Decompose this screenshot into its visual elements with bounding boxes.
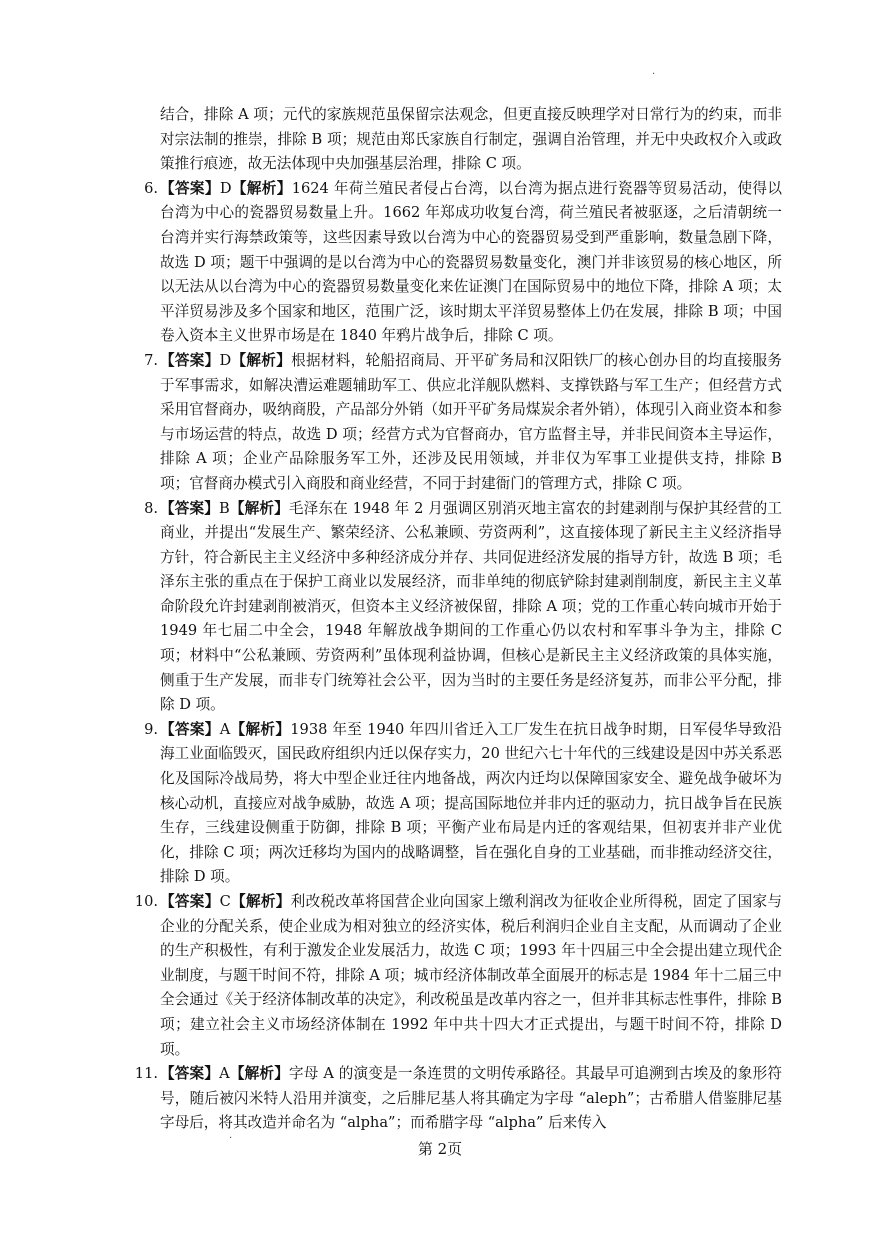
answer-item (122, 1062, 782, 1136)
answer-tag: 【答案】 (160, 720, 220, 738)
analysis-text: 利改税改革将国营企业向国家上缴利润改为征收企业所得税，固定了国家与企业的分配关系，使企业成为相对独立的经济实体，税后利润归企业自主支配，从而调动了企业的生产积极性，有利于激发企业发展活力，故选 C 项；1993 年十四届三中全会提出建立现代企业制度，与题干时间不符，排除 A 项；城市经济体制改革全面展开的标志是 1984 年十二届三中全会通过《关于经济体制改革的决定》，利改税虽是改革内容之一，但并非其标志性事件，排除 B 项；建立社会主义市场经济体制在 1992 年中共十四大才正式提出，与题干时间不符，排除 D 项。 (160, 893, 782, 1058)
answer-letter: D (219, 351, 232, 369)
analysis-text: 1938 年至 1940 年四川省迁入工厂发生在抗日战争时期，日军侵华导致沿海工业面临毁灭，国民政府组织内迁以保存实力，20 世纪六七十年代的三线建设是因中苏关系恶化及国际冷战局势，将大中型企业迁往内地备战，两次内迁均以保障国家安全、避免战争破坏为核心动机，直接应对战争威胁，故选 A 项；提高国际地位并非内迁的驱动力，抗日战争旨在民族生存，三线建设侧重于防御，排除 B 项；平衡产业布局是内迁的客观结果，但初衷并非产业优化，排除 C 项；两次迁移均为国内的战略调整，旨在强化自身的工业基础，而非推动经济交往，排除 D 项。 (160, 720, 782, 886)
page-number-footer: 第 2页 (417, 1140, 463, 1158)
page-top-mark: . (652, 66, 656, 77)
answer-item (122, 177, 782, 349)
answer-letter: B (219, 499, 230, 517)
answer-item (122, 718, 782, 890)
analysis-tag: 【解析】 (231, 179, 292, 197)
analysis-text: 毛泽东在 1948 年 2 月强调区别消灭地主富农的封建剥削与保护其经营的工商业，并提出“发展生产、繁荣经济、公私兼顾、劳资两利”，这直接体现了新民主主义经济指导方针，符合新民主主义经济中多种经济成分并存、共同促进经济发展的指导方针，故选 B 项；毛泽东主张的重点在于保护工商业以发展经济，而非单纯的彻底铲除封建剥削制度，新民主主义革命阶段允许封建剥削被消灭，但资本主义经济被保留，排除 A 项；党的工作重心转向城市开始于 1949 年七届二中全会，1948 年解放战争期间的工作重心仍以农村和军事斗争为主，排除 C 项；材料中“公私兼顾、劳资两利”虽体现利益协调，但核心是新民主主义经济政策的具体实施，侧重于生产发展，而非专门统筹社会公平，因为当时的主要任务是经济复苏，而非公平分配，排除 D 项。 (160, 499, 782, 714)
answer-item-list (122, 177, 782, 1136)
analysis-text: 根据材料，轮船招商局、开平矿务局和汉阳铁厂的核心创办目的均直接服务于军事需求，如解决漕运难题辅助军工、供应北洋舰队燃料、支撑铁路与军工生产；但经营方式采用官督商办，吸纳商股，产品部分外销（如开平矿务局煤炭余者外销），体现引入商业资本和参与市场运营的特点，故选 D 项；经营方式为官督商办，官方监督主导，并非民间资本主导运作，排除 A 项；企业产品除服务军工外，还涉及民用领域，并非仅为军事工业提供支持，排除 B 项；官督商办模式引入商股和商业经营，不同于封建衙门的管理方式，排除 C 项。 (160, 351, 782, 492)
analysis-tag: 【解析】 (230, 893, 291, 910)
analysis-tag: 【解析】 (229, 1065, 289, 1083)
item-number: 9. (144, 720, 158, 738)
item-number: 8. (144, 499, 158, 517)
continuation-paragraph: 结合，排除 A 项；元代的家族规范虽保留宗法观念，但更直接反映理学对日常行为的约束，而非对宗法制的推崇，排除 B 项；规范由郑氏家族自行制定，强调自治管理，并无中央政权介入或政策推行痕迹，故无法体现中央加强基层治理，排除 C 项。 (160, 106, 782, 173)
answer-tag: 【答案】 (160, 351, 220, 369)
page-bottom-mark: . (229, 1130, 233, 1141)
answer-letter: C (219, 893, 231, 910)
item-number: 7. (144, 351, 158, 369)
answer-item (122, 890, 782, 1062)
answer-item (122, 349, 782, 497)
answer-item (122, 497, 782, 718)
analysis-text: 1624 年荷兰殖民者侵占台湾，以台湾为据点进行瓷器等贸易活动，使得以台湾为中心的瓷器贸易数量上升。1662 年郑成功收复台湾，荷兰殖民者被驱逐，之后清朝统一台湾并实行海禁政策等，这些因素导致以台湾为中心的瓷器贸易受到严重影响，数量急剧下降，故选 D 项；题干中强调的是以台湾为中心的瓷器贸易数量变化，澳门并非该贸易的核心地区，所以无法从以台湾为中心的瓷器贸易数量变化来佐证澳门在国际贸易中的地位下降，排除 A 项；太平洋贸易涉及多个国家和地区，范围广泛，该时期太平洋贸易整体上仍在发展，排除 B 项；中国卷入资本主义世界市场是在 1840 年鸦片战争后，排除 C 项。 (160, 179, 782, 345)
answer-tag: 【答案】 (160, 499, 219, 517)
answer-tag: 【答案】 (160, 1065, 220, 1083)
answer-tag: 【答案】 (160, 893, 220, 910)
analysis-text: 字母 A 的演变是一条连贯的文明传承路径。其最早可追溯到古埃及的象形符号，随后被闪米特人沿用并演变，之后腓尼基人将其确定为字母 “aleph”；古希腊人借鉴腓尼基字母后，将其改造并命名为 “alpha”；而希腊字母 “alpha” 后来传入 (160, 1065, 782, 1132)
answer-analysis-body (122, 103, 782, 1136)
answer-tag: 【答案】 (160, 179, 220, 197)
item-number: 11. (134, 1065, 158, 1083)
analysis-tag: 【解析】 (229, 499, 289, 517)
item-number: 6. (144, 179, 158, 197)
answer-letter: A (219, 720, 231, 738)
answer-letter: D (219, 179, 232, 197)
analysis-tag: 【解析】 (231, 351, 292, 369)
item-number: 10. (134, 893, 158, 910)
answer-letter: A (219, 1065, 230, 1083)
analysis-tag: 【解析】 (230, 720, 291, 738)
